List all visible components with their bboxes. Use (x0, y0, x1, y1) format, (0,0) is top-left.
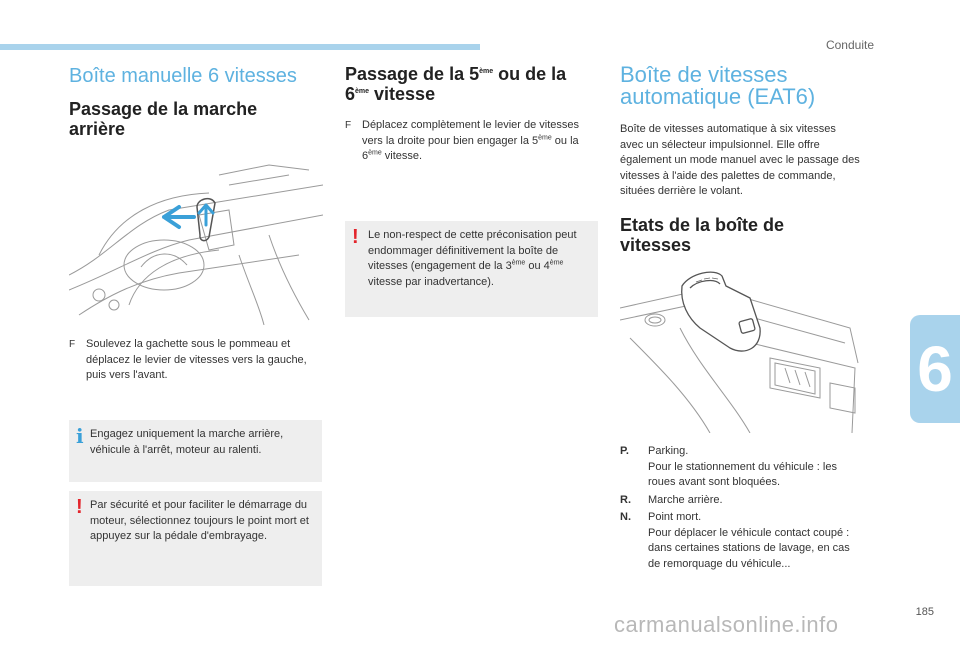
title-sup: ème (355, 88, 370, 95)
title-sup: ème (479, 68, 494, 75)
column-5th-6th-gear (345, 64, 600, 104)
section-title: Boîte manuelle 6 vitesses (69, 65, 297, 87)
page-number: 185 (915, 606, 934, 618)
instruction-text: ou la 6 (362, 134, 579, 162)
column-manual-gearbox (69, 64, 325, 139)
automatic-intro: Boîte de vitesses automatique à six vitesses avec un sélecteur impulsionnel. Elle offre également un mode manuel avec le passage des vitesses à l'aide des palettes de commande, situées derrière le volant. (620, 123, 860, 197)
warning-sup: ème (549, 259, 564, 267)
state-desc: Marche arrière. (648, 493, 723, 506)
column-automatic-gearbox (620, 64, 865, 108)
state-desc: Parking. (648, 445, 689, 457)
title-part: vitesse (369, 84, 436, 104)
gear-states-list (620, 444, 865, 574)
warning-text: ou 4 (525, 260, 550, 272)
instruction-sup: ème (538, 133, 552, 141)
subsection-title (69, 99, 325, 139)
warning-text: Par sécurité et pour faciliter le démarrage du moteur, sélectionnez toujours le point mort et appuyez sur la pédale d'embrayage. (90, 499, 309, 542)
warning-text: Le non-respect de cette préconisation peut endommager définitivement la boîte de vitesses (engagement de la 3 (368, 229, 577, 272)
gear-shift-instruction (345, 118, 595, 165)
warning-sup: ème (511, 259, 526, 267)
state-term: P. (620, 445, 629, 457)
warning-icon: ! (76, 496, 83, 518)
manual-reverse-instruction (69, 337, 309, 384)
instruction-text: vitesse. (381, 150, 423, 162)
subsection-title-line2: arrière (69, 119, 126, 139)
info-box (69, 420, 322, 482)
section-title-line2: automatique (EAT6) (620, 84, 816, 109)
state-item-n (620, 510, 865, 572)
instruction-bullet: F (345, 120, 352, 131)
state-term: R. (620, 493, 631, 506)
section-title-line1: Boîte de vitesses (620, 62, 788, 87)
instruction-text: Soulevez la gachette sous le pommeau et déplacez le levier de vitesses vers la gauche, puis vers l'avant. (86, 338, 307, 381)
instruction-bullet: F (69, 339, 76, 350)
state-item-p (620, 444, 865, 491)
subsection-title-line1: Passage de la marche (69, 99, 258, 119)
section-title (345, 64, 600, 104)
instruction-text: Déplacez complètement le levier de vitesses vers la droite pour bien engager la 5 (362, 119, 580, 147)
subsection-title-line1: Etats de la boîte de (620, 215, 785, 235)
info-text: Engagez uniquement la marche arrière, véhicule à l'arrêt, moteur au ralenti. (90, 428, 284, 456)
instruction-sup: ème (368, 149, 382, 157)
section-label: Conduite (825, 38, 874, 52)
warning-box (345, 221, 598, 317)
title-part: Passage de la 5 (345, 64, 480, 84)
state-desc: Point mort. (648, 511, 702, 523)
section-title (620, 64, 865, 108)
automatic-selector-illustration (620, 268, 860, 433)
warning-icon: ! (352, 226, 359, 248)
chapter-tab (910, 315, 960, 423)
subsection-title-line2: vitesses (620, 235, 692, 255)
header-accent-bar (0, 44, 480, 50)
warning-box (69, 491, 322, 586)
state-desc-detail: Pour le stationnement du véhicule : les roues avant sont bloquées. (648, 460, 837, 488)
watermark: carmanualsonline.info (614, 612, 839, 637)
state-desc-detail: Pour déplacer le véhicule contact coupé : dans certaines stations de lavage, en cas de remorquage du véhicule... (648, 526, 850, 570)
title-part: 6 (345, 84, 356, 104)
info-icon: i (76, 424, 84, 448)
title-part: ou de la (493, 64, 567, 84)
chapter-number: 6 (917, 333, 953, 405)
state-item-r (620, 493, 865, 509)
subsection-title (620, 215, 860, 255)
warning-text: vitesse par inadvertance). (368, 275, 494, 288)
manual-gear-lever-illustration (69, 155, 323, 325)
state-term: N. (620, 511, 631, 523)
